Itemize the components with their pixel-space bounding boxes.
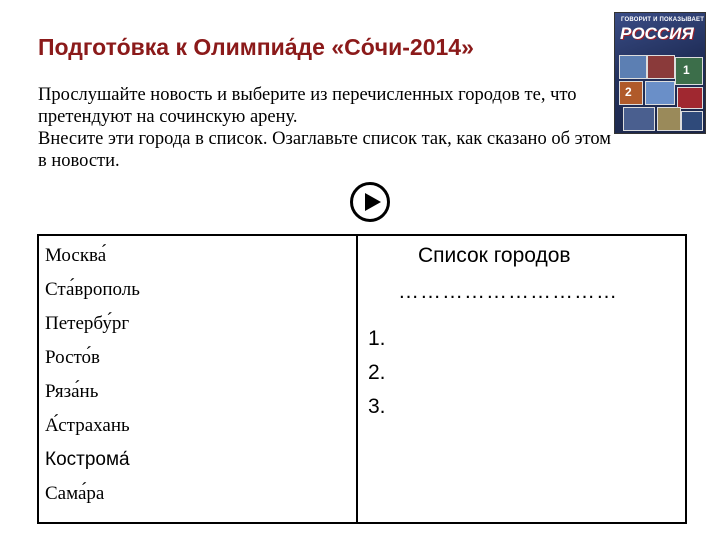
logo-tiles bbox=[619, 55, 703, 131]
russia-channel-logo bbox=[614, 12, 706, 134]
logo-tile bbox=[645, 81, 675, 105]
city-option: Сама́ра bbox=[45, 483, 105, 504]
city-option: Ряза́нь bbox=[45, 381, 99, 402]
city-option: А́страхань bbox=[45, 415, 130, 436]
logo-number-2: 2 bbox=[625, 85, 632, 99]
logo-brand: РОССИЯ bbox=[620, 24, 694, 43]
play-icon[interactable] bbox=[350, 182, 390, 222]
logo-tile bbox=[677, 87, 703, 109]
instruction-write: Внесите эти города в список. Озаглавьте список так, как сказано об этом в новости. bbox=[38, 129, 611, 171]
list-title-blank: ………………………… bbox=[398, 280, 618, 303]
page-title: Подгото́вка к Олимпиа́де «Со́чи-2014» bbox=[38, 34, 474, 60]
answer-item: 3. bbox=[368, 395, 386, 418]
logo-top-text: ГОВОРИТ И ПОКАЗЫВАЕТ bbox=[621, 17, 705, 23]
logo-tile bbox=[647, 55, 675, 79]
instructions bbox=[38, 84, 618, 172]
city-option: Кострома́ bbox=[45, 449, 130, 470]
city-option: Росто́в bbox=[45, 347, 101, 368]
logo-tile bbox=[619, 55, 647, 79]
logo-number-1: 1 bbox=[683, 63, 690, 77]
answer-item: 1. bbox=[368, 327, 386, 350]
logo-tile bbox=[681, 111, 703, 131]
list-title: Список городов bbox=[418, 244, 571, 267]
answer-item: 2. bbox=[368, 361, 386, 384]
instruction-listen: Прослушайте новость и выберите из перечисленных городов те, что претендуют на сочинскую арену. bbox=[38, 85, 577, 127]
city-option: Москва́ bbox=[45, 245, 107, 266]
table-divider bbox=[356, 234, 358, 524]
answer-list bbox=[368, 322, 386, 424]
city-options-list bbox=[45, 239, 140, 511]
logo-tile bbox=[657, 107, 681, 131]
city-option: Петербу́рг bbox=[45, 313, 130, 334]
logo-tile bbox=[623, 107, 655, 131]
city-option: Ста́врополь bbox=[45, 279, 140, 300]
